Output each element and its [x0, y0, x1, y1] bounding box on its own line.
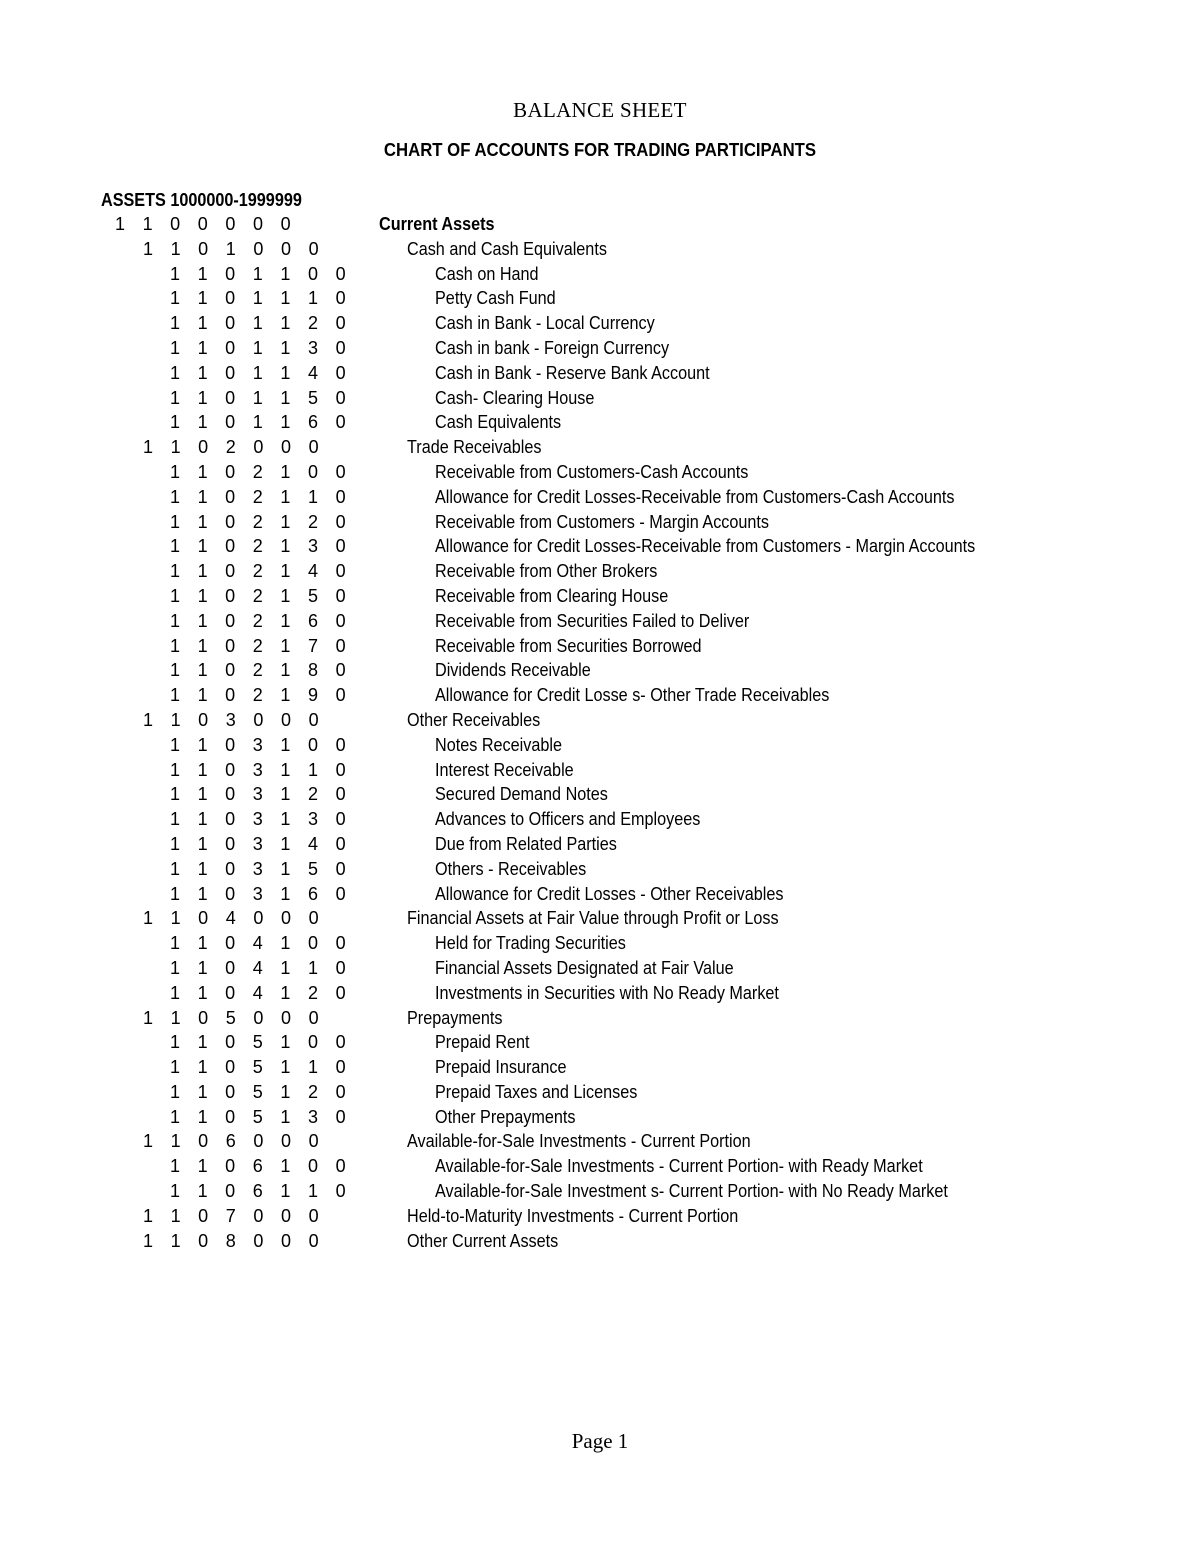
account-name: Trade Receivables	[407, 437, 542, 458]
page-number: Page 1	[571, 1429, 629, 1453]
account-row: 1 1 0 5 1 0 0 Prepaid Rent	[169, 1032, 530, 1053]
account-name: Allowance for Credit Losses-Receivable from Customers - Margin Accounts	[435, 536, 976, 557]
account-name: Other Prepayments	[435, 1106, 576, 1127]
account-row: 1 1 0 1 1 1 0 Petty Cash Fund	[169, 288, 556, 309]
account-name: Receivable from Clearing House	[435, 585, 669, 606]
account-row: 1 1 0 6 1 0 0 Available-for-Sale Investments - Current Portion- with Ready Market	[169, 1156, 923, 1177]
account-row: 1 1 0 1 1 0 0 Cash on Hand	[169, 263, 539, 284]
account-name: Prepaid Rent	[435, 1032, 530, 1053]
account-name: Notes Receivable	[435, 734, 562, 755]
account-name: Prepaid Insurance	[435, 1057, 567, 1078]
account-row: 1 1 0 4 1 1 0 Financial Assets Designated at Fair Value	[169, 957, 734, 978]
account-name: Financial Assets at Fair Value through Profit or Loss	[407, 908, 779, 929]
account-row: 1 1 0 1 1 4 0 Cash in Bank - Reserve Bank Account	[169, 362, 710, 383]
account-row: 1 1 0 3 1 1 0 Interest Receivable	[169, 759, 574, 780]
account-name: Prepaid Taxes and Licenses	[435, 1081, 638, 1102]
account-row: 1 1 0 3 1 0 0 Notes Receivable	[169, 734, 562, 755]
account-row: 1 1 0 8 0 0 0 Other Current Assets	[142, 1230, 559, 1251]
account-row: 1 1 0 5 1 3 0 Other Prepayments	[169, 1106, 576, 1127]
account-name: Available-for-Sale Investment s- Current Portion- with No Ready Market	[435, 1181, 948, 1202]
account-name: Prepayments	[407, 1007, 503, 1028]
account-name: Dividends Receivable	[435, 660, 591, 681]
document-subtitle: CHART OF ACCOUNTS FOR TRADING PARTICIPANTS	[383, 140, 817, 160]
account-name: Petty Cash Fund	[435, 288, 556, 309]
account-row: 1 1 0 1 1 6 0 Cash Equivalents	[169, 412, 562, 433]
account-name: Receivable from Customers - Margin Accounts	[435, 511, 770, 532]
account-name: Allowance for Credit Losses - Other Receivables	[435, 883, 784, 904]
account-name: Available-for-Sale Investments - Current Portion	[407, 1131, 751, 1152]
account-row: 1 1 0 2 1 3 0 Allowance for Credit Losses-Receivable from Customers - Margin Accounts	[169, 536, 976, 557]
account-name: Held-to-Maturity Investments - Current Portion	[407, 1205, 739, 1226]
account-row: 1 1 0 0 0 0 0 Current Assets	[114, 214, 495, 234]
account-row: 1 1 0 2 1 2 0 Receivable from Customers - Margin Accounts	[169, 511, 770, 532]
account-name: Secured Demand Notes	[435, 784, 608, 805]
account-row: 1 1 0 6 0 0 0 Available-for-Sale Investments - Current Portion	[142, 1131, 751, 1152]
page-title: BALANCE SHEET	[513, 98, 687, 122]
account-row: 1 1 0 4 1 2 0 Investments in Securities with No Ready Market	[169, 982, 779, 1003]
account-name: Investments in Securities with No Ready Market	[435, 982, 779, 1003]
account-row: 1 1 0 6 1 1 0 Available-for-Sale Investment s- Current Portion- with No Ready Market	[169, 1181, 948, 1202]
account-row: 1 1 0 5 0 0 0 Prepayments	[142, 1007, 503, 1028]
account-row: 1 1 0 2 0 0 0 Trade Receivables	[142, 437, 542, 458]
section-heading: ASSETS 1000000-1999999	[101, 190, 302, 210]
account-name: Other Current Assets	[407, 1230, 559, 1251]
account-name: Cash and Cash Equivalents	[407, 238, 607, 259]
account-row: 1 1 0 7 0 0 0 Held-to-Maturity Investments - Current Portion	[142, 1205, 739, 1226]
account-row: 1 1 0 4 0 0 0 Financial Assets at Fair Value through Profit or Loss	[142, 908, 779, 929]
account-row: 1 1 0 2 1 1 0 Allowance for Credit Losses-Receivable from Customers-Cash Accounts	[169, 486, 955, 507]
account-row: 1 1 0 2 1 4 0 Receivable from Other Brokers	[169, 561, 658, 582]
account-name: Financial Assets Designated at Fair Value	[435, 957, 734, 978]
account-row: 1 1 0 2 1 0 0 Receivable from Customers-Cash Accounts	[169, 461, 749, 482]
account-name: Cash- Clearing House	[435, 387, 595, 408]
account-row: 1 1 0 1 1 5 0 Cash- Clearing House	[169, 387, 595, 408]
account-row: 1 1 0 1 1 3 0 Cash in bank - Foreign Currency	[169, 337, 670, 358]
account-name: Cash Equivalents	[435, 412, 562, 433]
account-row: 1 1 0 3 1 3 0 Advances to Officers and Employees	[169, 809, 701, 830]
account-name: Other Receivables	[407, 709, 541, 730]
account-name: Receivable from Customers-Cash Accounts	[435, 461, 749, 482]
account-row: 1 1 0 1 1 2 0 Cash in Bank - Local Currency	[169, 313, 655, 334]
account-row: 1 1 0 2 1 8 0 Dividends Receivable	[169, 660, 591, 681]
account-name: Current Assets	[379, 214, 495, 234]
account-row: 1 1 0 5 1 1 0 Prepaid Insurance	[169, 1057, 567, 1078]
account-row: 1 1 0 5 1 2 0 Prepaid Taxes and Licenses	[169, 1081, 638, 1102]
account-name: Held for Trading Securities	[435, 933, 626, 954]
account-name: Others - Receivables	[435, 858, 587, 879]
account-name: Allowance for Credit Losse s- Other Trade Receivables	[435, 685, 830, 706]
account-row: 1 1 0 3 1 5 0 Others - Receivables	[169, 858, 587, 879]
account-row: 1 1 0 3 1 2 0 Secured Demand Notes	[169, 784, 608, 805]
account-name: Cash in Bank - Local Currency	[435, 313, 655, 334]
account-name: Available-for-Sale Investments - Current Portion- with Ready Market	[435, 1156, 923, 1177]
account-row: 1 1 0 3 1 4 0 Due from Related Parties	[169, 833, 617, 854]
account-name: Receivable from Securities Failed to Deliver	[435, 610, 750, 631]
account-name: Cash on Hand	[435, 263, 539, 284]
account-name: Cash in Bank - Reserve Bank Account	[435, 362, 710, 383]
account-row: 1 1 0 2 1 6 0 Receivable from Securities Failed to Deliver	[169, 610, 750, 631]
account-row: 1 1 0 2 1 7 0 Receivable from Securities Borrowed	[169, 635, 702, 656]
account-name: Advances to Officers and Employees	[435, 809, 701, 830]
account-row: 1 1 0 4 1 0 0 Held for Trading Securities	[169, 933, 626, 954]
account-list	[0, 213, 1200, 1254]
account-name: Interest Receivable	[435, 759, 574, 780]
account-name: Allowance for Credit Losses-Receivable from Customers-Cash Accounts	[435, 486, 955, 507]
account-name: Due from Related Parties	[435, 833, 617, 854]
account-name: Receivable from Other Brokers	[435, 561, 658, 582]
account-name: Cash in bank - Foreign Currency	[435, 337, 670, 358]
account-row: 1 1 0 1 0 0 0 Cash and Cash Equivalents	[142, 238, 607, 259]
account-name: Receivable from Securities Borrowed	[435, 635, 702, 656]
account-row: 1 1 0 3 1 6 0 Allowance for Credit Losses - Other Receivables	[169, 883, 784, 904]
account-row: 1 1 0 2 1 5 0 Receivable from Clearing House	[169, 585, 669, 606]
account-row: 1 1 0 3 0 0 0 Other Receivables	[142, 709, 541, 730]
account-row: 1 1 0 2 1 9 0 Allowance for Credit Losse s- Other Trade Receivables	[169, 685, 830, 706]
